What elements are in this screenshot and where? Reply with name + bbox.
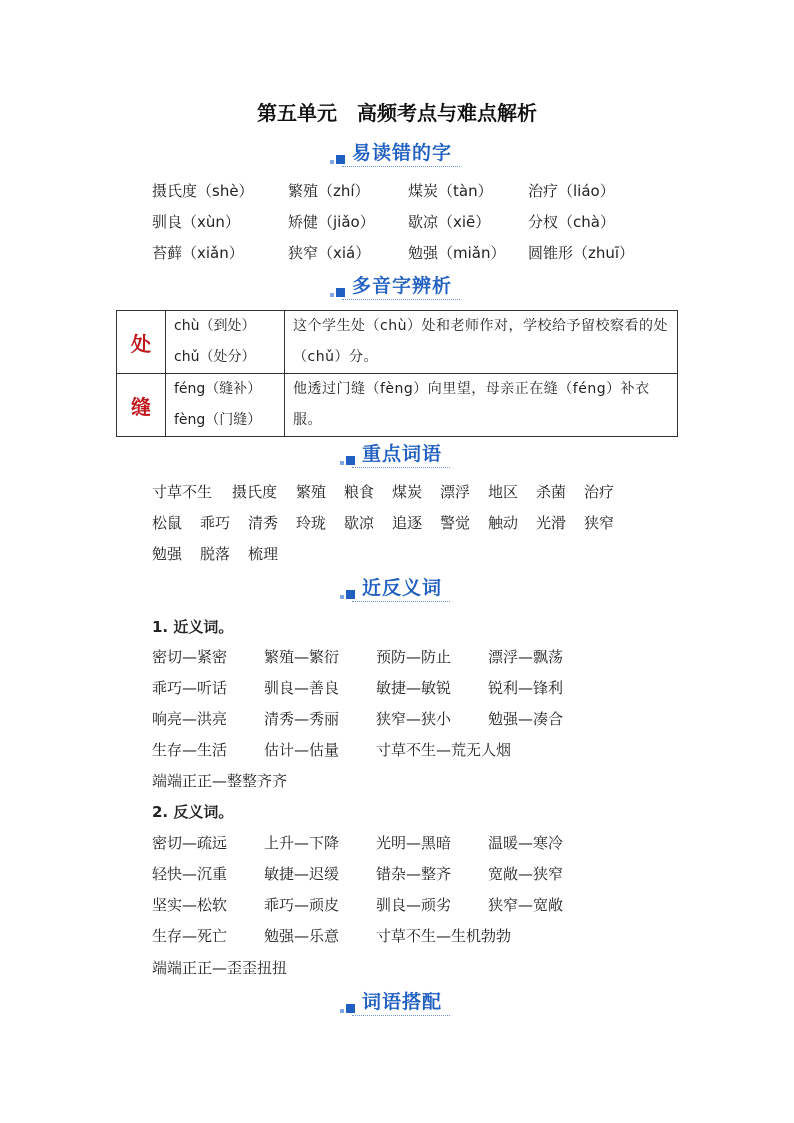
keyword: 追逐 [392, 514, 423, 532]
pronunciation: chǔ（处分） [174, 349, 256, 365]
word-pair: 勉强—乐意 [264, 927, 340, 945]
keyword: 杀菌 [536, 483, 567, 501]
keyword: 光滑 [536, 514, 567, 532]
word-pair: 寸草不生—生机勃勃 [376, 927, 512, 945]
word-pair: 乖巧—听话 [152, 679, 228, 697]
pronunciation: chù（到处） [174, 318, 256, 334]
keyword: 乖巧 [200, 514, 231, 532]
synonyms-heading: 1. 近义词。 [152, 618, 234, 636]
example-sentence: 这个学生处（chù）处和老师作对，学校给予留校察看的处（chǔ）分。 [285, 311, 678, 374]
word-pair: 估计—估量 [264, 741, 340, 759]
word-pair: 端端正正—整整齐齐 [152, 772, 288, 790]
word-pair: 寸草不生—荒无人烟 [376, 741, 512, 759]
section-title: 易读错的字 [351, 142, 452, 164]
word-pair: 驯良—顽劣 [376, 896, 452, 914]
word-pair: 轻快—沉重 [152, 865, 228, 883]
word-pair: 光明—黑暗 [376, 834, 452, 852]
keyword: 梳理 [248, 545, 279, 563]
word-pair: 繁殖—繁衍 [264, 648, 340, 666]
word-pair: 端端正正—歪歪扭扭 [152, 959, 288, 977]
pronunciation-cell [166, 311, 285, 374]
keyword: 脱落 [200, 545, 231, 563]
pronunciation: fèng（门缝） [174, 412, 262, 428]
section-heading-synonyms-antonyms [0, 573, 794, 601]
reading-row [152, 242, 672, 264]
reading-item: 狭窄（xiá） [288, 244, 371, 262]
keyword: 漂浮 [440, 483, 471, 501]
section-title: 多音字辨析 [351, 275, 452, 297]
section-heading-collocations [0, 987, 794, 1015]
word-pair: 清秀—秀丽 [264, 710, 340, 728]
keyword: 煤炭 [392, 483, 423, 501]
section-title: 近反义词 [361, 577, 442, 599]
reading-item: 繁殖（zhí） [288, 182, 370, 200]
word-pair: 密切—疏远 [152, 834, 228, 852]
reading-item: 歇凉（xiē） [408, 213, 491, 231]
word-pair: 锐利—锋利 [488, 679, 564, 697]
word-pair: 敏捷—迟缓 [264, 865, 340, 883]
pronunciation: féng（缝补） [174, 381, 262, 397]
reading-item: 治疗（liáo） [528, 182, 615, 200]
word-pair: 生存—生活 [152, 741, 228, 759]
reading-item: 分杈（chà） [528, 213, 615, 231]
reading-item: 煤炭（tàn） [408, 182, 493, 200]
word-pair: 乖巧—顽皮 [264, 896, 340, 914]
keyword: 歇凉 [344, 514, 375, 532]
polyphone-table [116, 310, 678, 437]
reading-item: 驯良（xùn） [152, 213, 240, 231]
word-pair: 敏捷—敏锐 [376, 679, 452, 697]
reading-row [152, 180, 672, 202]
section-title: 词语搭配 [361, 991, 442, 1013]
keyword: 粮食 [344, 483, 375, 501]
keyword: 摄氏度 [232, 483, 278, 501]
pronunciation-cell [166, 374, 285, 437]
word-pair: 驯良—善良 [264, 679, 340, 697]
reading-item: 苔藓（xiǎn） [152, 244, 244, 262]
word-pair: 宽敞—狭窄 [488, 865, 564, 883]
word-pair: 勉强—凑合 [488, 710, 564, 728]
word-pair: 上升—下降 [264, 834, 340, 852]
polyphone-char: 缝 [117, 374, 166, 437]
word-pair: 生存—死亡 [152, 927, 228, 945]
reading-item: 勉强（miǎn） [408, 244, 506, 262]
word-pair: 漂浮—飘荡 [488, 648, 564, 666]
keyword: 地区 [488, 483, 519, 501]
word-pair: 错杂—整齐 [376, 865, 452, 883]
reading-item: 摄氏度（shè） [152, 182, 254, 200]
page-title: 第五单元 高频考点与难点解析 [257, 101, 537, 125]
section-heading-polyphones [0, 271, 794, 299]
keyword: 触动 [488, 514, 519, 532]
reading-row [152, 211, 672, 233]
polyphone-char: 处 [117, 311, 166, 374]
antonyms-heading: 2. 反义词。 [152, 803, 234, 821]
keyword: 繁殖 [296, 483, 327, 501]
word-pair: 狭窄—狭小 [376, 710, 452, 728]
word-pair: 坚实—松软 [152, 896, 228, 914]
section-title: 重点词语 [361, 443, 442, 465]
keyword: 勉强 [152, 545, 183, 563]
keyword: 狭窄 [584, 514, 615, 532]
table-row [117, 374, 678, 437]
keyword: 松鼠 [152, 514, 183, 532]
keyword: 寸草不生 [152, 483, 213, 501]
keyword: 警觉 [440, 514, 471, 532]
keyword: 清秀 [248, 514, 279, 532]
word-pair: 预防—防止 [376, 648, 452, 666]
keyword: 治疗 [584, 483, 615, 501]
word-pair: 温暖—寒冷 [488, 834, 564, 852]
reading-item: 矫健（jiǎo） [288, 213, 375, 231]
keyword: 玲珑 [296, 514, 327, 532]
section-heading-keywords [0, 439, 794, 467]
word-pair: 密切—紧密 [152, 648, 228, 666]
table-row [117, 311, 678, 374]
reading-item: 圆锥形（zhuī） [528, 244, 635, 262]
example-sentence: 他透过门缝（fèng）向里望，母亲正在缝（féng）补衣服。 [285, 374, 678, 437]
section-heading-misread-chars [0, 138, 794, 166]
word-pair: 响亮—洪亮 [152, 710, 228, 728]
word-pair: 狭窄—宽敞 [488, 896, 564, 914]
